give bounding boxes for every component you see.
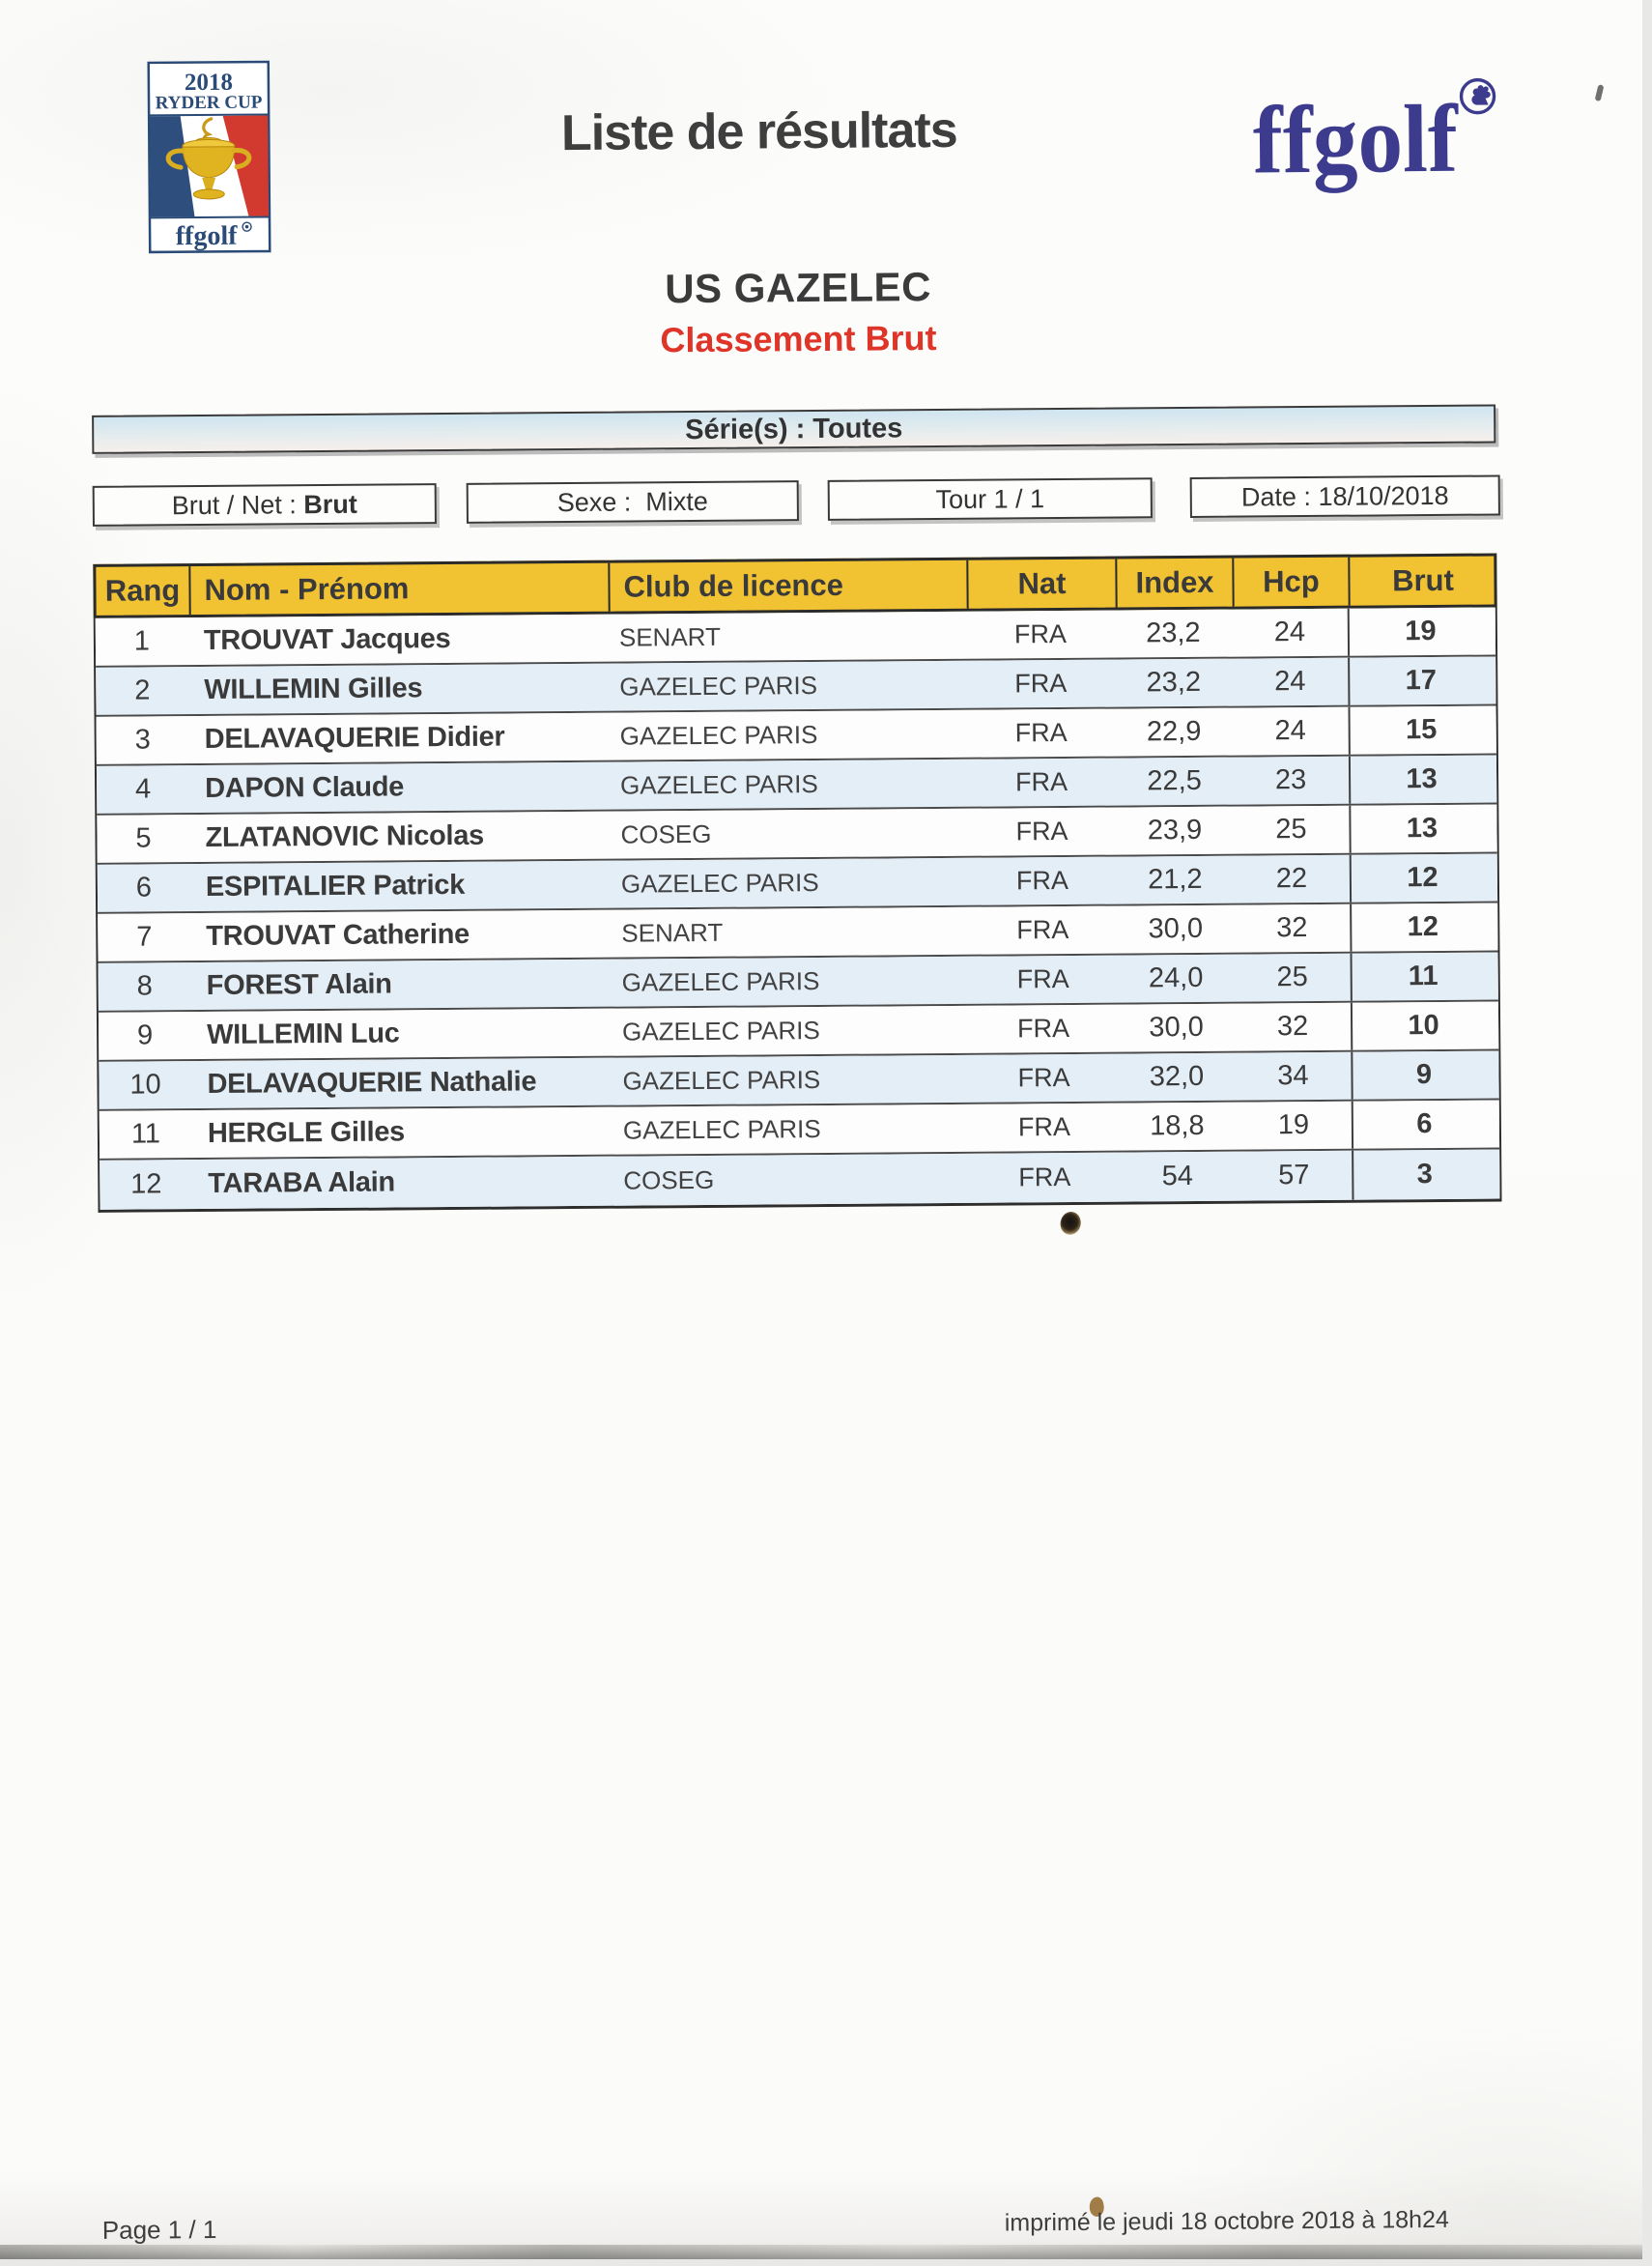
column-header-nom-pr-nom: Nom - Prénom — [188, 563, 608, 615]
column-header-club-de-licence: Club de licence — [608, 560, 966, 612]
cell-brut: 17 — [1348, 657, 1492, 705]
cell-club: GAZELEC PARIS — [620, 868, 819, 899]
cell-hcp: 34 — [1277, 1060, 1309, 1092]
cell-hcp: 25 — [1276, 961, 1308, 993]
cell-index: 18,8 — [1150, 1109, 1205, 1142]
brut-net-box — [93, 483, 437, 527]
brut-net-label: Brut / Net : — [171, 489, 304, 520]
cell-nom-prenom: TARABA Alain — [208, 1166, 395, 1199]
cell-rang: 3 — [134, 724, 151, 756]
cell-brut: 11 — [1351, 953, 1495, 1001]
ryder-cup-logo — [147, 60, 271, 253]
cell-brut: 6 — [1352, 1101, 1495, 1149]
tour-box — [828, 477, 1153, 521]
cell-nat: FRA — [1018, 1162, 1071, 1192]
cell-rang: 2 — [134, 674, 151, 706]
cell-hcp: 32 — [1276, 912, 1308, 944]
cell-rang: 6 — [135, 872, 153, 904]
cell-hcp: 22 — [1275, 863, 1308, 895]
cell-brut: 3 — [1352, 1150, 1495, 1200]
cell-hcp: 32 — [1276, 1011, 1309, 1043]
cell-nat: FRA — [1016, 963, 1069, 994]
cell-index: 21,2 — [1148, 863, 1203, 896]
footer-print-date: imprimé le jeudi 18 octobre 2018 à 18h24 — [1004, 2205, 1449, 2237]
cell-rang: 11 — [130, 1118, 161, 1150]
cell-index: 54 — [1161, 1160, 1194, 1192]
column-header-rang: Rang — [104, 573, 181, 608]
footer-page-number: Page 1 / 1 — [101, 2214, 217, 2245]
date-box — [1190, 474, 1500, 518]
results-table-body — [94, 607, 1502, 1212]
cell-nom-prenom: ZLATANOVIC Nicolas — [205, 819, 485, 854]
cell-hcp: 24 — [1274, 715, 1306, 747]
cell-rang: 4 — [134, 773, 152, 805]
cell-brut: 10 — [1351, 1002, 1495, 1050]
cell-index: 24,0 — [1148, 961, 1204, 994]
cell-club: GAZELEC PARIS — [622, 1065, 821, 1096]
scan-speck-top-right — [1595, 84, 1605, 101]
cell-rang: 1 — [133, 625, 151, 657]
cell-nom-prenom: TROUVAT Jacques — [203, 623, 451, 657]
cell-nat: FRA — [1014, 717, 1068, 748]
cell-rang: 10 — [129, 1069, 161, 1101]
cell-rang: 9 — [136, 1019, 154, 1051]
cell-hcp: 24 — [1273, 617, 1306, 648]
cell-club: SENART — [621, 917, 724, 948]
page-title: Liste de résultats — [560, 101, 957, 162]
table-row — [100, 1149, 1499, 1209]
cell-rang: 5 — [135, 822, 152, 854]
cell-nat: FRA — [1015, 865, 1069, 896]
cell-nom-prenom: DELAVAQUERIE Didier — [204, 721, 505, 756]
series-label: Série(s) : Toutes — [685, 412, 903, 445]
cell-club: COSEG — [623, 1164, 715, 1195]
cell-club: GAZELEC PARIS — [619, 671, 818, 702]
cell-nat: FRA — [1014, 668, 1068, 699]
cell-index: 22,5 — [1147, 764, 1202, 797]
series-bar — [92, 404, 1495, 453]
club-name-heading: US GAZELEC — [665, 264, 932, 312]
cell-nom-prenom: FOREST Alain — [206, 968, 392, 1001]
cell-index: 32,0 — [1149, 1060, 1205, 1093]
cell-nom-prenom: DAPON Claude — [205, 771, 405, 805]
ryder-ffgolf-label: ffgolf — [175, 220, 238, 252]
cell-hcp: 57 — [1278, 1160, 1310, 1191]
cell-club: SENART — [618, 621, 722, 652]
cell-nat: FRA — [1016, 1013, 1070, 1044]
date-label: Date : — [1240, 481, 1319, 512]
date-value: 18/10/2018 — [1318, 480, 1449, 511]
cell-nat: FRA — [1017, 1111, 1071, 1142]
cell-club: GAZELEC PARIS — [621, 1016, 820, 1047]
cell-nom-prenom: WILLEMIN Luc — [207, 1018, 400, 1050]
cell-nat: FRA — [1016, 914, 1069, 945]
brut-net-value: Brut — [303, 489, 357, 519]
cell-brut: 12 — [1350, 904, 1494, 952]
column-header-index: Index — [1115, 559, 1232, 608]
cell-rang: 8 — [136, 970, 153, 1002]
ffgolf-wordmark: ffgolf — [1252, 84, 1474, 194]
cell-index: 22,9 — [1146, 715, 1202, 748]
tour-value: Tour 1 / 1 — [935, 483, 1045, 514]
cell-index: 23,2 — [1146, 666, 1202, 699]
scanner-edge-shadow — [0, 2245, 1642, 2259]
cell-brut: 15 — [1349, 706, 1493, 755]
rooster-trademark-icon — [1461, 80, 1494, 113]
cell-nom-prenom: ESPITALIER Patrick — [205, 869, 466, 903]
cell-index: 30,0 — [1148, 912, 1204, 945]
binder-hole-mark — [1058, 1210, 1082, 1237]
cell-nom-prenom: WILLEMIN Gilles — [204, 673, 423, 706]
cell-nat: FRA — [1015, 816, 1068, 846]
cell-club: GAZELEC PARIS — [619, 769, 818, 800]
cell-index: 30,0 — [1149, 1011, 1204, 1044]
ffgolf-logo — [1248, 68, 1510, 200]
cell-nat: FRA — [1014, 766, 1068, 797]
cell-rang: 7 — [136, 921, 153, 953]
cell-brut: 9 — [1351, 1051, 1495, 1100]
sexe-label: Sexe : — [556, 486, 646, 517]
column-header-nat: Nat — [966, 559, 1115, 609]
cell-nat: FRA — [1013, 618, 1068, 649]
cell-hcp: 25 — [1275, 814, 1307, 846]
cell-index: 23,9 — [1147, 814, 1203, 846]
cell-club: GAZELEC PARIS — [622, 1114, 821, 1145]
cell-hcp: 24 — [1274, 666, 1306, 698]
cell-rang: 12 — [130, 1168, 162, 1200]
ryder-year-label: 2018 — [184, 69, 233, 97]
cell-nat: FRA — [1017, 1062, 1070, 1093]
ryder-event-label: RYDER CUP — [155, 92, 263, 114]
cell-nom-prenom: TROUVAT Catherine — [206, 918, 470, 952]
cell-nom-prenom: DELAVAQUERIE Nathalie — [207, 1066, 537, 1100]
cell-brut: 13 — [1349, 805, 1493, 853]
cell-hcp: 23 — [1274, 764, 1307, 796]
sexe-value: Mixte — [645, 486, 708, 516]
column-header-brut: Brut — [1348, 557, 1495, 606]
sexe-box — [467, 480, 799, 524]
column-header-hcp: Hcp — [1232, 558, 1348, 607]
cell-hcp: 19 — [1277, 1109, 1310, 1141]
cell-brut: 12 — [1350, 854, 1494, 903]
results-table — [93, 553, 1501, 1212]
cell-club: GAZELEC PARIS — [619, 720, 818, 751]
classement-subtitle: Classement Brut — [660, 318, 937, 360]
cell-club: GAZELEC PARIS — [621, 966, 820, 997]
cell-nom-prenom: HERGLE Gilles — [207, 1116, 406, 1149]
cell-brut: 13 — [1349, 756, 1493, 804]
cell-club: COSEG — [620, 818, 712, 849]
cell-brut: 19 — [1348, 608, 1492, 656]
cell-index: 23,2 — [1146, 617, 1201, 649]
